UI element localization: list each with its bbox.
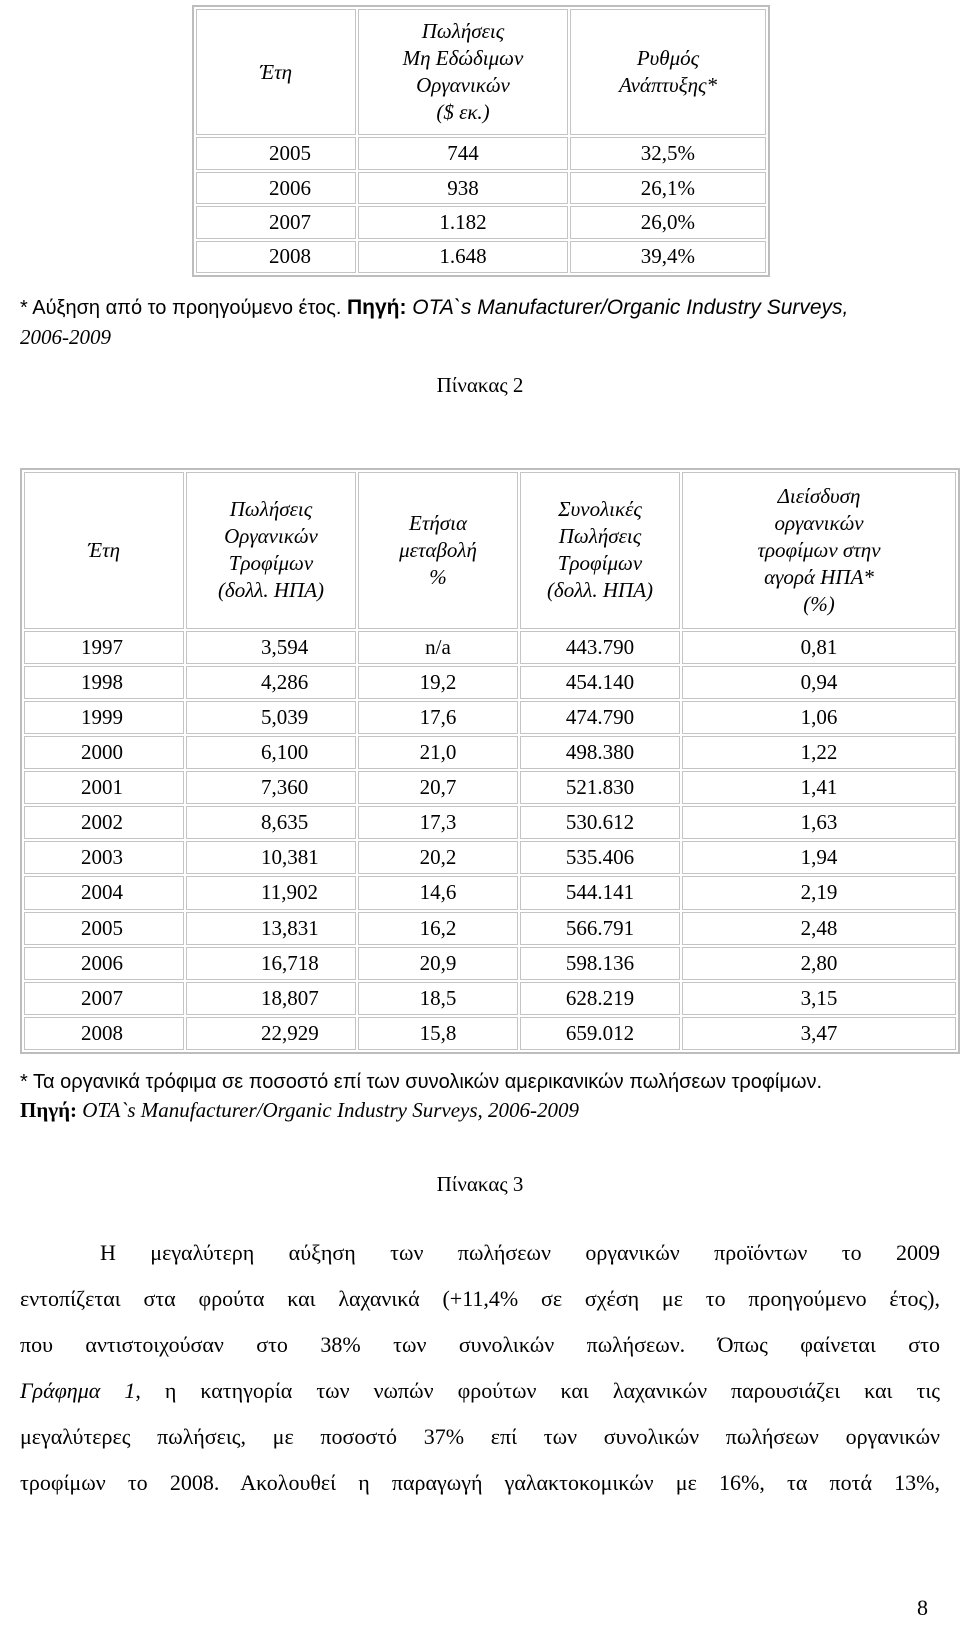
- body-paragraph-line: τροφίμων το 2008. Ακολουθεί η παραγωγή γαλακτοκομικών με 16%, τα ποτά 13%,: [20, 1470, 940, 1495]
- page-number: 8: [917, 1595, 928, 1620]
- table-cell: 1.182: [358, 206, 568, 238]
- table-cell: 2007: [196, 206, 356, 238]
- source-text: OTA`s Manufacturer/Organic Industry Surveys,: [406, 296, 849, 319]
- table-cell: 3,15: [682, 982, 956, 1015]
- header-line: Ετήσια: [409, 510, 467, 535]
- table-cell: 659.012: [520, 1017, 680, 1050]
- table1-header-row: [196, 9, 766, 135]
- table-cell: 0,81: [682, 631, 956, 664]
- table-cell: 13,831: [186, 912, 356, 945]
- table-cell: 14,6: [358, 876, 518, 909]
- table-cell: 7,360: [186, 771, 356, 804]
- paragraph-text: , η κατηγορία των νωπών φρούτων και λαχανικών παρουσιάζει και τις: [135, 1378, 940, 1403]
- table-cell: 544.141: [520, 876, 680, 909]
- table-row: [24, 806, 956, 839]
- header-line: Έτη: [87, 537, 121, 562]
- table-nonfood-organic-sales: [192, 5, 770, 277]
- table-row: [24, 841, 956, 874]
- body-paragraph-line: [20, 1378, 940, 1404]
- source-text: OTA`s Manufacturer/Organic Industry Surveys, 2006-2009: [77, 1098, 580, 1122]
- header-line: Ανάπτυξης*: [618, 73, 718, 98]
- table-row: [196, 241, 766, 273]
- header-line: Μη Εδώδιμων: [402, 46, 524, 71]
- table3-caption: Πίνακας 3: [436, 1172, 524, 1196]
- table-cell: 2006: [196, 172, 356, 204]
- header-line: Διείσδυση: [777, 483, 861, 508]
- table2-header-penetration: [682, 472, 956, 629]
- table-row: [24, 947, 956, 980]
- table-organic-food-sales: [20, 468, 960, 1054]
- table-cell: 598.136: [520, 947, 680, 980]
- header-line: οργανικών: [774, 510, 864, 535]
- table-row: [24, 631, 956, 664]
- table-row: [24, 1017, 956, 1050]
- table-cell: 2005: [196, 137, 356, 169]
- table2-footnote: * Τα οργανικά τρόφιμα σε ποσοστό επί των συνολικών αμερικανικών πωλήσεων τροφίμων.: [20, 1071, 823, 1093]
- table-cell: 17,6: [358, 701, 518, 734]
- table-cell: 21,0: [358, 736, 518, 769]
- table-cell: 22,929: [186, 1017, 356, 1050]
- table-row: [24, 771, 956, 804]
- table-cell: 2001: [24, 771, 184, 804]
- table-cell: 20,9: [358, 947, 518, 980]
- header-line: (δολλ. ΗΠΑ): [546, 578, 654, 603]
- table-cell: 10,381: [186, 841, 356, 874]
- source-label: Πηγή:: [346, 296, 407, 319]
- table-cell: 1,41: [682, 771, 956, 804]
- table-cell: 20,2: [358, 841, 518, 874]
- table1-footnote: [20, 292, 950, 324]
- table-cell: 18,5: [358, 982, 518, 1015]
- table-cell: 1,22: [682, 736, 956, 769]
- footnote-text: * Αύξηση από το προηγούμενο έτος.: [20, 297, 347, 319]
- table1-header-years-label: Έτη: [259, 59, 293, 84]
- table-cell: 2008: [196, 241, 356, 273]
- table-cell: 1.648: [358, 241, 568, 273]
- body-paragraph-line: που αντιστοιχούσαν στο 38% των συνολικών πωλήσεων. Όπως φαίνεται στο: [20, 1332, 940, 1357]
- table-row: [196, 137, 766, 169]
- table-cell: 1,06: [682, 701, 956, 734]
- table-cell: 454.140: [520, 666, 680, 699]
- table-row: [24, 736, 956, 769]
- table-cell: 2007: [24, 982, 184, 1015]
- table2-header-row: [24, 472, 956, 629]
- table2-header-organic-sales: [186, 472, 356, 629]
- table-cell: 11,902: [186, 876, 356, 909]
- header-line: Συνολικές: [558, 497, 642, 522]
- table-cell: 16,2: [358, 912, 518, 945]
- figure-reference: Γράφημα 1: [20, 1378, 136, 1403]
- header-line: Πωλήσεις: [558, 524, 642, 549]
- body-paragraph-line: εντοπίζεται στα φρούτα και λαχανικά (+11,4% σε σχέση με το προηγούμενο έτος),: [20, 1286, 940, 1311]
- source-years: 2006-2009: [20, 325, 111, 349]
- table-cell: 26,0%: [570, 206, 766, 238]
- table-row: [24, 912, 956, 945]
- header-line: αγορά ΗΠΑ*: [764, 564, 874, 589]
- table-cell: 530.612: [520, 806, 680, 839]
- table-cell: 4,286: [186, 666, 356, 699]
- header-line: Οργανικών: [416, 73, 510, 98]
- table-cell: 535.406: [520, 841, 680, 874]
- table-cell: 1998: [24, 666, 184, 699]
- table-cell: 26,1%: [570, 172, 766, 204]
- table-cell: 628.219: [520, 982, 680, 1015]
- table-cell: 474.790: [520, 701, 680, 734]
- table-cell: 6,100: [186, 736, 356, 769]
- table-cell: 16,718: [186, 947, 356, 980]
- table-cell: 17,3: [358, 806, 518, 839]
- table-cell: 744: [358, 137, 568, 169]
- table-cell: 3,47: [682, 1017, 956, 1050]
- header-line: Οργανικών: [224, 524, 318, 549]
- table-row: [24, 982, 956, 1015]
- table-cell: 1,63: [682, 806, 956, 839]
- table-cell: 2,19: [682, 876, 956, 909]
- table-cell: 2008: [24, 1017, 184, 1050]
- table-cell: 3,594: [186, 631, 356, 664]
- table-cell: 2002: [24, 806, 184, 839]
- table-cell: 443.790: [520, 631, 680, 664]
- table-cell: 1997: [24, 631, 184, 664]
- header-line: μεταβολή: [399, 537, 477, 562]
- body-paragraph-line: μεγαλύτερες πωλήσεις, με ποσοστό 37% επί των συνολικών πωλήσεων οργανικών: [20, 1424, 940, 1449]
- table-cell: 39,4%: [570, 241, 766, 273]
- header-line: (δολλ. ΗΠΑ): [217, 578, 325, 603]
- table-cell: 0,94: [682, 666, 956, 699]
- table2-header-total-sales: [520, 472, 680, 629]
- table-cell: 566.791: [520, 912, 680, 945]
- table-cell: 19,2: [358, 666, 518, 699]
- table2-header-annual-change: [358, 472, 518, 629]
- table-cell: 32,5%: [570, 137, 766, 169]
- header-line: τροφίμων στην: [757, 537, 881, 562]
- table2-header-years: [24, 472, 184, 629]
- table1-header-growth: [570, 9, 766, 135]
- table2-caption: Πίνακας 2: [436, 373, 524, 397]
- header-line: (%): [803, 591, 835, 616]
- table-cell: 2000: [24, 736, 184, 769]
- table1-footnote-cont: [20, 322, 111, 352]
- table-cell: n/a: [358, 631, 518, 664]
- header-line: ($ εκ.): [436, 100, 490, 125]
- table-row: [24, 666, 956, 699]
- table-row: [196, 206, 766, 238]
- table-cell: 2,80: [682, 947, 956, 980]
- table-cell: 938: [358, 172, 568, 204]
- header-line: Πωλήσεις: [229, 497, 313, 522]
- table-cell: 1999: [24, 701, 184, 734]
- table-cell: 2005: [24, 912, 184, 945]
- body-paragraph-line: Η μεγαλύτερη αύξηση των πωλήσεων οργανικών προϊόντων το 2009: [100, 1240, 940, 1265]
- table-cell: 2,48: [682, 912, 956, 945]
- table1-header-sales: [358, 9, 568, 135]
- table-cell: 2003: [24, 841, 184, 874]
- header-line: Πωλήσεις: [421, 19, 505, 44]
- table2-source: [20, 1096, 579, 1124]
- table-cell: 8,635: [186, 806, 356, 839]
- table-row: [24, 701, 956, 734]
- header-line: Τροφίμων: [557, 551, 643, 576]
- table-cell: 2006: [24, 947, 184, 980]
- source-label: Πηγή:: [20, 1098, 78, 1122]
- table-cell: 2004: [24, 876, 184, 909]
- table-cell: 15,8: [358, 1017, 518, 1050]
- table-row: [196, 172, 766, 204]
- table-row: [24, 876, 956, 909]
- table-cell: 521.830: [520, 771, 680, 804]
- table-cell: 498.380: [520, 736, 680, 769]
- table-cell: 5,039: [186, 701, 356, 734]
- header-line: Τροφίμων: [228, 551, 314, 576]
- header-line: Ρυθμός: [636, 46, 700, 71]
- header-line: %: [429, 564, 447, 589]
- table-cell: 20,7: [358, 771, 518, 804]
- table-cell: 18,807: [186, 982, 356, 1015]
- table-cell: 1,94: [682, 841, 956, 874]
- table1-header-years: [196, 9, 356, 135]
